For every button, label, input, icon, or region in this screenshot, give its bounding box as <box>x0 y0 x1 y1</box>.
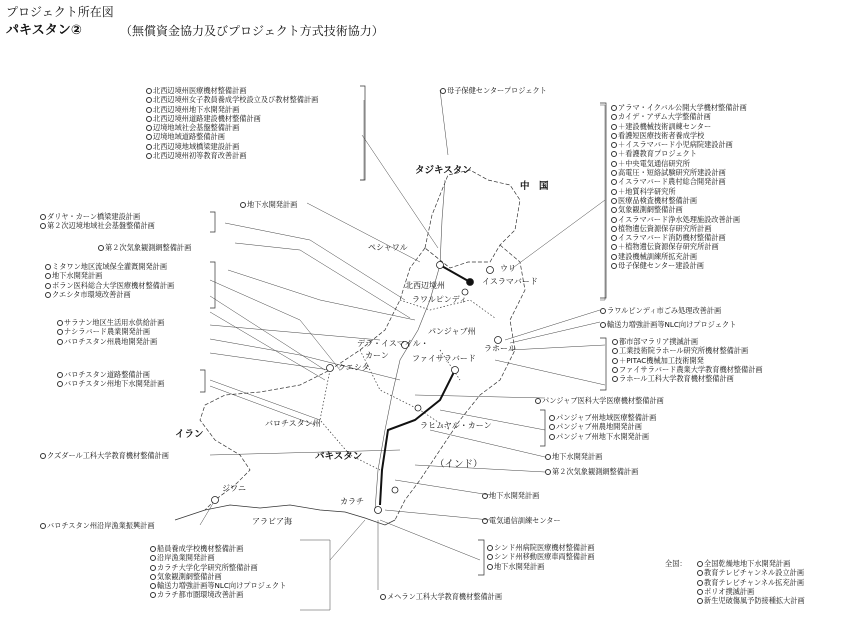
grant-marker <box>146 116 152 122</box>
coop-marker <box>482 518 488 524</box>
project-item: 地下水開発計画 <box>45 271 174 280</box>
grant-marker <box>150 574 156 580</box>
grant-marker <box>150 546 156 552</box>
city-hyderabad-dot <box>392 487 398 493</box>
grant-marker <box>40 453 46 459</box>
mehran-project: メヘラン工科大学教育機材整備計画 <box>380 592 502 601</box>
project-item: 気象観測網整備計画 <box>150 572 286 581</box>
grant-marker <box>150 565 156 571</box>
region-balochistan: バロチスタン州 <box>265 419 321 428</box>
project-item: 第２次辺境地域社会基盤整備計画 <box>40 221 155 230</box>
project-item: ＋看護教育プロジェクト <box>611 149 747 158</box>
grant-marker <box>612 367 618 373</box>
map-subtitle: プロジェクト所在図 <box>6 5 114 19</box>
grant-marker <box>482 493 488 499</box>
gw-north-project: 地下水開発計画 <box>240 200 297 209</box>
project-item: 高電圧・短絡試験研究所建設計画 <box>611 168 747 177</box>
grant-marker <box>146 97 152 103</box>
grant-marker <box>57 329 63 335</box>
region-nwfp: 北西辺境州 <box>405 281 445 290</box>
grant-marker <box>612 348 618 354</box>
page-title: パキスタン② <box>6 23 82 38</box>
project-item: 船員養成学校機材整備計画 <box>150 544 286 553</box>
national-project-list <box>697 559 805 605</box>
project-item: ＋イスラマバード小児病院建設計画 <box>611 140 747 149</box>
lahore-project-list <box>612 337 763 383</box>
grant-marker <box>440 88 446 94</box>
gw-a-project: 地下水開発計画 <box>545 452 602 461</box>
met-net-project: 第２次気象観測網整備計画 <box>98 243 191 252</box>
met-2-project: 第２次気象観測網整備計画 <box>545 467 638 476</box>
project-item: シンド州移動医療車両整備計画 <box>487 552 594 561</box>
bracket-west-d <box>200 370 205 392</box>
project-item: アラマ・イクバル公開大学機材整備計画 <box>611 103 747 112</box>
grant-marker <box>697 589 703 595</box>
sindh-project-list <box>487 543 594 571</box>
project-item: 沿岸漁業開発計画 <box>150 553 286 562</box>
grant-marker <box>611 254 617 260</box>
city-faisalabad-dot <box>452 367 459 374</box>
scheme-label: （無償資金協力及びプロジェクト方式技術協力） <box>120 24 384 38</box>
project-item: ＋中央電気通信研究所 <box>611 159 747 168</box>
grant-marker <box>45 292 51 298</box>
city-islamabad: イスラマバード <box>482 277 538 286</box>
grant-marker <box>380 594 386 600</box>
project-item: ラホール工科大学教育機材整備計画 <box>612 374 763 383</box>
west-d-project-list <box>57 370 164 389</box>
grant-marker <box>40 523 46 529</box>
grant-marker <box>611 189 617 195</box>
west-c-project-list <box>57 318 164 346</box>
city-jiwani: ジワニ <box>222 484 246 493</box>
project-item: バロチスタン州農地開発計画 <box>57 337 164 346</box>
project-item: 全国乾燥地地下水開発計画 <box>697 559 805 568</box>
grant-marker <box>697 598 703 604</box>
coastal-project: バロチスタン州沿岸漁業振興計画 <box>40 521 155 530</box>
grant-marker <box>611 105 617 111</box>
grant-marker <box>611 142 617 148</box>
grant-marker <box>611 151 617 157</box>
sea-arabian: アラビア海 <box>252 517 292 526</box>
city-khan: カーン <box>365 351 389 360</box>
bracket-sindh <box>478 540 484 575</box>
project-item: 建設機械訓練所拡充計画 <box>611 252 747 261</box>
road-islamabad <box>440 265 470 282</box>
project-item: 地下水開発計画 <box>487 562 594 571</box>
bracket-lahore <box>600 338 606 390</box>
project-item: カイデ・アザム大学整備計画 <box>611 112 747 121</box>
grant-marker <box>98 245 104 251</box>
project-item: ＋植物遺伝資源保存研究所計画 <box>611 242 747 251</box>
grant-marker <box>240 202 246 208</box>
grant-marker <box>611 226 617 232</box>
project-item: ダリヤ・カーン橋梁建設計画 <box>40 212 155 221</box>
road-karachi <box>380 370 455 505</box>
country-iran: イラン <box>175 429 204 440</box>
grant-marker <box>40 223 46 229</box>
leader-lines <box>200 90 605 610</box>
project-item: ＋地質科学研究所 <box>611 187 747 196</box>
city-rahimyar: ラヒムヤル・カーン <box>420 421 492 430</box>
gw-b-project: 地下水開発計画 <box>482 491 539 500</box>
grant-marker <box>45 264 51 270</box>
grant-marker <box>40 214 46 220</box>
grant-marker <box>612 376 618 382</box>
city-quetta-dot <box>327 365 334 372</box>
islamabad-project-list <box>611 103 747 270</box>
city-peshawar: ペシャワル <box>368 243 408 252</box>
grant-marker <box>600 322 606 328</box>
grant-marker <box>612 339 618 345</box>
grant-marker <box>697 570 703 576</box>
project-item: カラチ大学化学研究所整備計画 <box>150 563 286 572</box>
city-rawalpindi: ラワルピンディ <box>412 295 468 304</box>
bracket-west-a <box>210 212 215 232</box>
city-uri-dot <box>487 267 494 274</box>
project-item: パンジャブ州地下水開発計画 <box>549 432 656 441</box>
grant-marker <box>611 263 617 269</box>
grant-marker <box>57 372 63 378</box>
city-karachi: カラチ <box>340 497 364 506</box>
project-item: 辺境地域道路整備計画 <box>146 132 318 141</box>
rawal-garbage-project: ラワルピンディ市ごみ処理改善計画 <box>600 306 721 315</box>
mch-project: 母子保健センタープロジェクト <box>440 86 547 95</box>
grant-marker <box>611 235 617 241</box>
grant-marker <box>487 564 493 570</box>
project-item: 都市部マラリア撲滅計画 <box>612 337 763 346</box>
region-punjab: パンジャブ州 <box>428 327 476 336</box>
grant-marker <box>45 273 51 279</box>
project-item: イスラマバード農村総合開発計画 <box>611 177 747 186</box>
grant-marker <box>57 381 63 387</box>
grant-marker <box>611 179 617 185</box>
city-jiwani-dot <box>212 497 219 504</box>
grant-marker <box>549 434 555 440</box>
karachi-project-list <box>150 544 286 600</box>
grant-marker <box>611 114 617 120</box>
transmission-project: 輸送力増強計画等NLC向けプロジェクト <box>600 320 736 329</box>
project-item: カラチ都市圏環境改善計画 <box>150 590 286 599</box>
grant-marker <box>611 124 617 130</box>
grant-marker <box>545 454 551 460</box>
city-karachi-dot <box>375 507 382 514</box>
project-item: ボラン医科総合大学医療機材整備計画 <box>45 281 174 290</box>
city-rahimyar-dot <box>415 405 421 411</box>
grant-marker <box>487 545 493 551</box>
grant-marker <box>146 134 152 140</box>
project-item: 工業技術院ラホール研究所機材整備計画 <box>612 346 763 355</box>
city-quetta: クエシタ <box>338 363 370 372</box>
grant-marker <box>487 554 493 560</box>
grant-marker <box>612 358 618 364</box>
grant-marker <box>697 580 703 586</box>
city-islamabad-dot <box>467 279 474 286</box>
grant-marker <box>146 153 152 159</box>
project-item: サラナン地区生活用水供給計画 <box>57 318 164 327</box>
project-item: ポリオ撲滅計画 <box>697 587 805 596</box>
project-item: 新生児破傷風予防接種拡大計画 <box>697 596 805 605</box>
grant-marker <box>697 561 703 567</box>
grant-marker <box>611 207 617 213</box>
grant-marker <box>146 144 152 150</box>
telecom-project: 電気通信訓練センター <box>482 516 561 525</box>
project-item: バロチスタン道路整備計画 <box>57 370 164 379</box>
grant-marker <box>57 339 63 345</box>
bracket-west-b <box>210 262 215 308</box>
national-title: 全国： <box>665 559 687 568</box>
project-item: 看護短医療技術者養成学校 <box>611 131 747 140</box>
grant-marker <box>611 170 617 176</box>
city-lahore: ラホール <box>484 344 516 353</box>
project-item: 北西辺境州地下水開発計画 <box>146 105 318 114</box>
project-item: ＋PITAC機械加工技術開発 <box>612 356 763 365</box>
grant-marker <box>535 398 541 404</box>
punjab-project-list <box>549 413 656 441</box>
west-b-project-list <box>45 262 174 299</box>
grant-marker <box>150 583 156 589</box>
project-item: パンジャブ州地域医療整備計画 <box>549 413 656 422</box>
grant-marker <box>545 469 551 475</box>
project-item: ミタワン地区流域保全灌漑開発計画 <box>45 262 174 271</box>
grant-marker <box>45 283 51 289</box>
project-item: 輸送力増強計画等NLC向けプロジェクト <box>150 581 286 590</box>
grant-marker <box>600 308 606 314</box>
grant-marker <box>611 217 617 223</box>
project-item: 北西辺境州道路建設機材整備計画 <box>146 114 318 123</box>
country-pakistan: パキスタン <box>315 451 363 462</box>
project-item: パンジャブ州農地開発計画 <box>549 422 656 431</box>
grant-marker <box>57 320 63 326</box>
project-item: 教育テレビチャンネル設立計画 <box>697 568 805 577</box>
project-item: 北西辺境州女子教員養成学校設立及び教材整備計画 <box>146 95 318 104</box>
country-china: 中 国 <box>520 181 549 192</box>
city-lahore-dot <box>495 337 502 344</box>
grant-marker <box>146 125 152 131</box>
punjab-med-project: パンジャブ医科大学医療機材整備計画 <box>535 396 664 405</box>
project-item: シンド州病院医療機材整備計画 <box>487 543 594 552</box>
project-item: 北西辺境地域橋梁建設計画 <box>146 142 318 151</box>
project-item: イスラマバード消防機材整備計画 <box>611 233 747 242</box>
project-item: バロチスタン州地下水開発計画 <box>57 379 164 388</box>
project-item: 北西辺境州初等教育改善計画 <box>146 151 318 160</box>
city-faisalabad: ファイサラバード <box>412 354 476 363</box>
project-item: 植物遺伝資源保存研究所計画 <box>611 224 747 233</box>
grant-marker <box>611 133 617 139</box>
country-india: （インド） <box>435 459 483 470</box>
grant-marker <box>146 88 152 94</box>
city-uri: ウリ <box>500 264 516 273</box>
grant-marker <box>611 161 617 167</box>
grant-marker <box>549 415 555 421</box>
project-item: クエシタ市環境改善計画 <box>45 290 174 299</box>
grant-marker <box>146 107 152 113</box>
grant-marker <box>611 244 617 250</box>
project-item: 気象観測網整備計画 <box>611 205 747 214</box>
project-item: イスラマバード浄水処理施設改善計画 <box>611 215 747 224</box>
city-dera: デラ・イスマイル・ <box>357 339 429 348</box>
province-borders <box>320 300 495 470</box>
project-item: ファイサラバード農業大学教育機材整備計画 <box>612 365 763 374</box>
grant-marker <box>549 424 555 430</box>
country-tajikistan: タジキスタン <box>415 165 472 176</box>
project-item: 辺境地域社会基盤整備計画 <box>146 123 318 132</box>
bracket-punjab <box>540 410 545 446</box>
project-item: ＋建設機械技術訓練センター <box>611 122 747 131</box>
khuzdar-project: クズダール工科大学教育機材整備計画 <box>40 451 169 460</box>
project-item: ナシラバード農業開発計画 <box>57 327 164 336</box>
project-item: 教育テレビチャンネル拡充計画 <box>697 578 805 587</box>
west-a-project-list <box>40 212 155 231</box>
project-item: 北西辺境州医療機材整備計画 <box>146 86 318 95</box>
grant-marker <box>150 592 156 598</box>
project-item: 医療品検査機材整備計画 <box>611 196 747 205</box>
project-item: 母子保健センター建設計画 <box>611 261 747 270</box>
grant-marker <box>611 198 617 204</box>
nwfp-project-list <box>146 86 318 160</box>
city-peshawar-dot <box>437 262 444 269</box>
grant-marker <box>150 555 156 561</box>
